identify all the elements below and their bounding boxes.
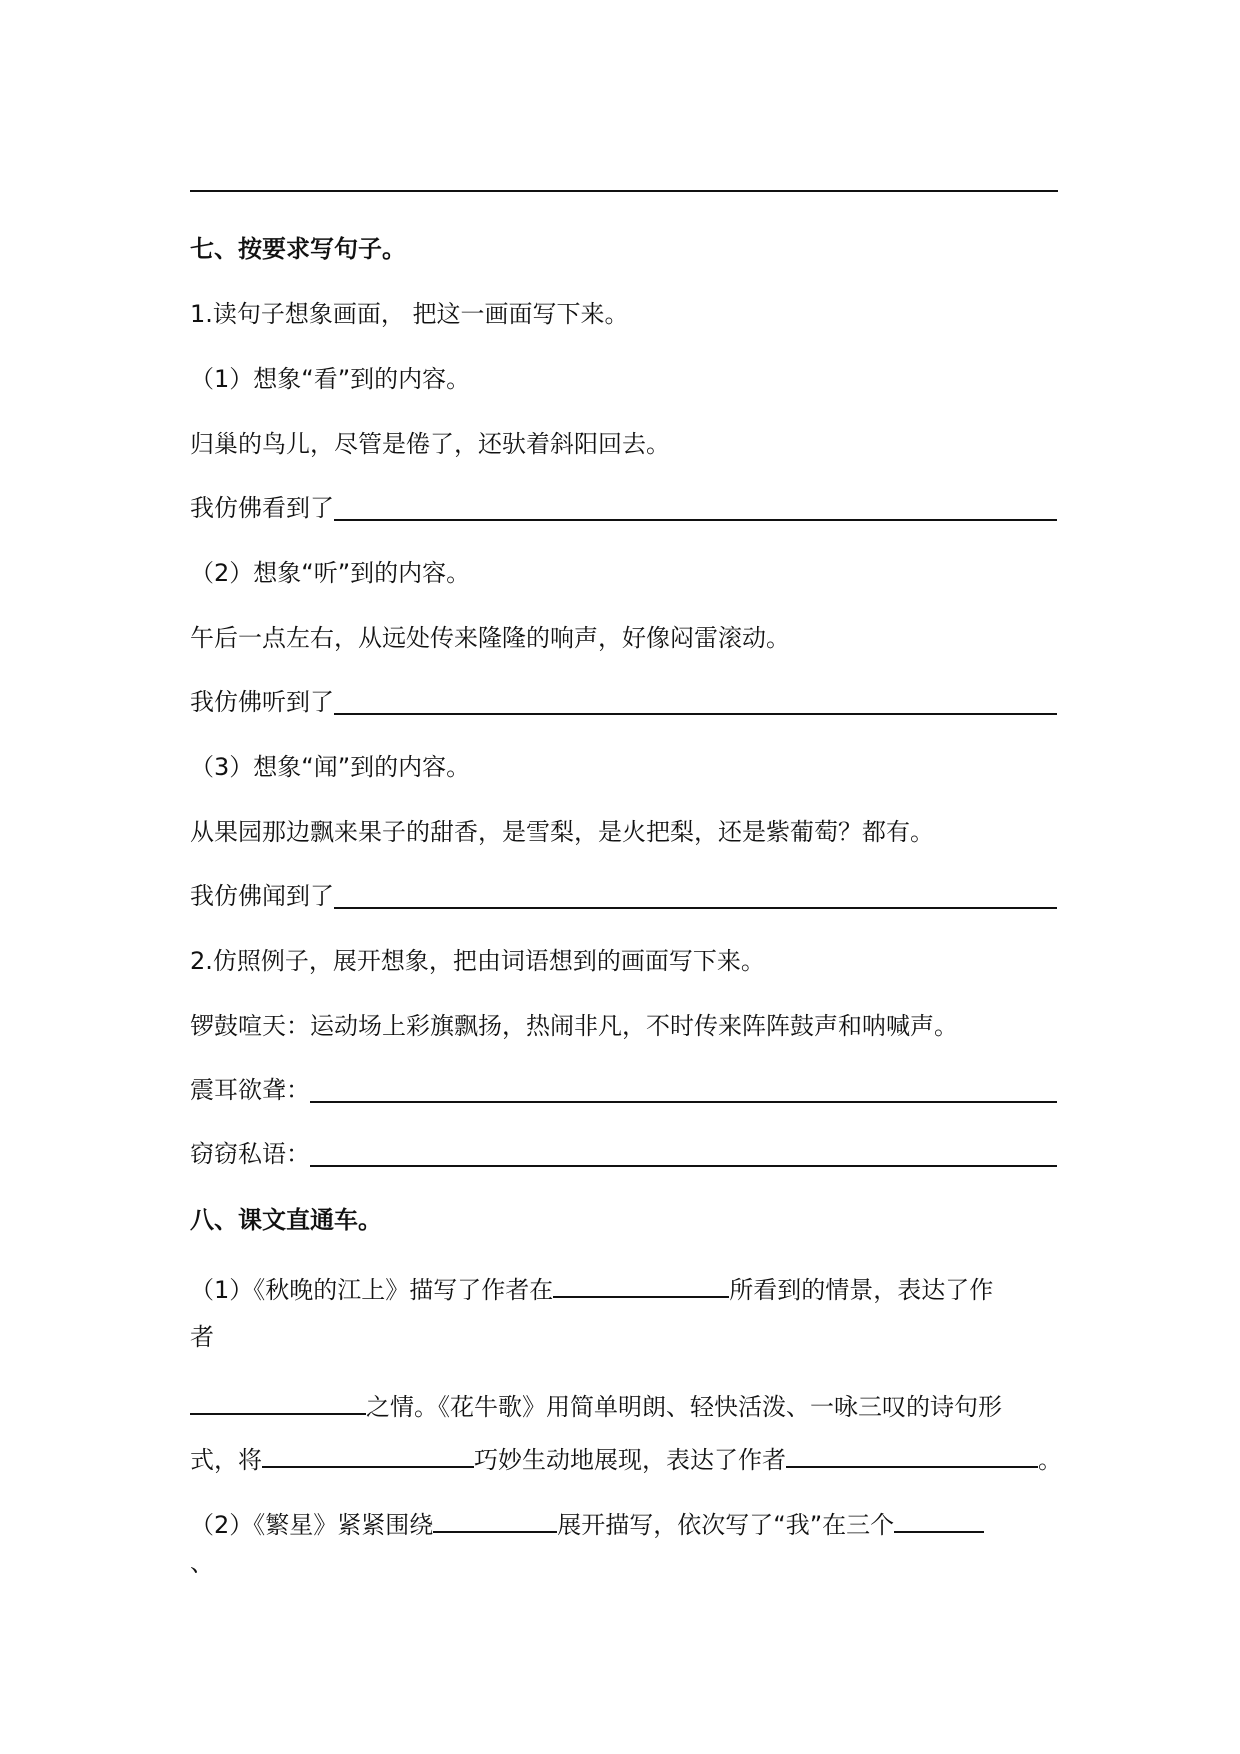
- top-divider: [190, 190, 1058, 192]
- s8-q1-text5: 式，将: [190, 1446, 262, 1474]
- s8-q2-text1: （2）《繁星》紧紧围绕: [190, 1511, 434, 1539]
- answer-blank-see[interactable]: [334, 493, 1057, 521]
- idiom-item2-label: 窃窃私语：: [190, 1140, 310, 1168]
- answer-row-item2: [190, 1139, 1057, 1169]
- s8-q1-line4: [190, 1440, 1062, 1475]
- q1-sub1-label: （1）想象“看”到的内容。: [190, 365, 471, 393]
- s8-q1-line3: [190, 1387, 1002, 1422]
- idiom-item1-label: 震耳欲聋：: [190, 1076, 310, 1104]
- s8-q1-text4: 之情。《花牛歌》用简单明朗、轻快活泼、一咏三叹的诗句形: [366, 1393, 1002, 1421]
- s8-q2-blank-topic[interactable]: [433, 1505, 557, 1533]
- q1-sub2-label: （2）想象“听”到的内容。: [190, 559, 471, 587]
- answer-blank-item1[interactable]: [310, 1075, 1057, 1103]
- s8-q1-line1: [190, 1270, 993, 1305]
- q1-sub1-sentence: 归巢的鸟儿，尽管是倦了，还驮着斜阳回去。: [190, 430, 670, 458]
- answer-blank-item2[interactable]: [310, 1139, 1057, 1167]
- s8-q1-blank-place[interactable]: [553, 1270, 729, 1298]
- s8-q2-blank-period[interactable]: [894, 1505, 984, 1533]
- answer-row-item1: [190, 1075, 1057, 1105]
- s8-q1-text6: 巧妙生动地展现，表达了作者: [474, 1446, 786, 1474]
- s8-q1-text7: 。: [1038, 1446, 1062, 1474]
- s8-q1-text1: （1）《秋晚的江上》描写了作者在: [190, 1276, 554, 1304]
- answer-row-hear: [190, 687, 1057, 717]
- answer-prompt-see: 我仿佛看到了: [190, 494, 334, 522]
- s8-q1-blank-author[interactable]: [786, 1440, 1038, 1468]
- answer-prompt-smell: 我仿佛闻到了: [190, 882, 334, 910]
- s8-q1-text3: 者: [190, 1323, 214, 1351]
- answer-prompt-hear: 我仿佛听到了: [190, 688, 334, 716]
- answer-blank-smell[interactable]: [334, 881, 1057, 909]
- section8-heading: 八、课文直通车。: [190, 1206, 382, 1234]
- q1-sub3-sentence: 从果园那边飘来果子的甜香，是雪梨，是火把梨，还是紫葡萄？都有。: [190, 818, 934, 846]
- s8-q1-blank-scene[interactable]: [262, 1440, 474, 1468]
- s8-q2-text3: 、: [190, 1549, 214, 1577]
- q2-title: 2.仿照例子，展开想象，把由词语想到的画面写下来。: [190, 947, 765, 975]
- q1-sub3-label: （3）想象“闻”到的内容。: [190, 753, 471, 781]
- s8-q1-text2: 所看到的情景，表达了作: [729, 1276, 994, 1304]
- q2-example: 锣鼓喧天：运动场上彩旗飘扬，热闹非凡，不时传来阵阵鼓声和呐喊声。: [190, 1012, 958, 1040]
- answer-blank-hear[interactable]: [334, 687, 1057, 715]
- answer-row-see: [190, 493, 1057, 523]
- section7-heading: 七、按要求写句子。: [190, 235, 406, 263]
- answer-row-smell: [190, 881, 1057, 911]
- s8-q2-line1: [190, 1505, 984, 1540]
- q1-sub2-sentence: 午后一点左右，从远处传来隆隆的响声，好像闷雷滚动。: [190, 624, 790, 652]
- q1-title: 1.读句子想象画面， 把这一画面写下来。: [190, 300, 629, 328]
- s8-q2-text2: 展开描写，依次写了“我”在三个: [557, 1511, 895, 1539]
- s8-q1-blank-feeling[interactable]: [190, 1387, 366, 1415]
